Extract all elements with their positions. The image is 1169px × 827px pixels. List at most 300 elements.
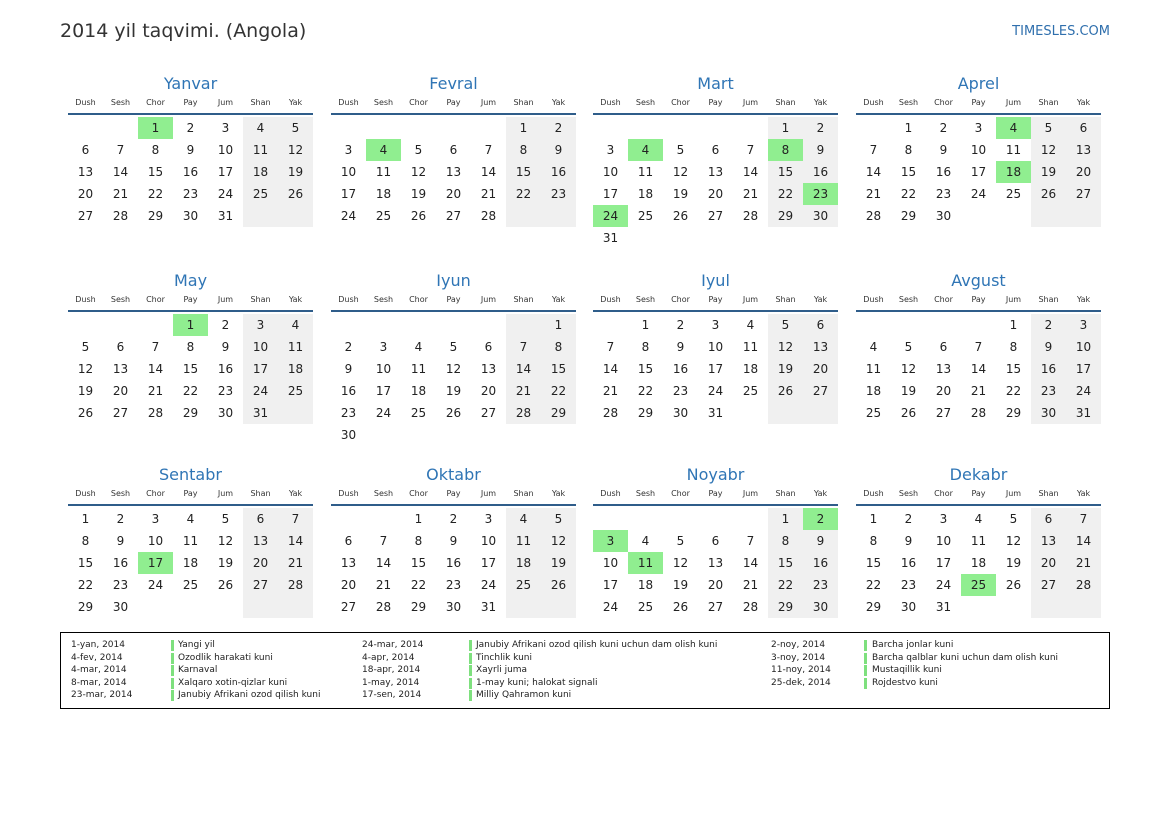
day-cell: 21 (515, 384, 532, 398)
day-cell: 18 (637, 187, 654, 201)
month-name: Noyabr (686, 465, 745, 484)
day-cell: 3 (606, 143, 615, 157)
day-cell: 9 (449, 534, 458, 548)
weekday-header (856, 487, 1101, 501)
day-cell: 28 (602, 406, 619, 420)
day-cell: 30 (340, 428, 357, 442)
holiday-name: 1-may kuni; halokat signali (476, 677, 598, 688)
day-cell: 4 (414, 340, 423, 354)
day-cell: 20 (480, 384, 497, 398)
day-cell: 28 (970, 406, 987, 420)
day-cell: 5 (414, 143, 423, 157)
day-cell: 11 (637, 165, 654, 179)
day-cell: 17 (602, 578, 619, 592)
day-cell: 29 (410, 600, 427, 614)
day-cell: 8 (554, 340, 563, 354)
day-grid (331, 117, 576, 249)
day-cell: 16 (1040, 362, 1057, 376)
weekday-label: Jum (1005, 98, 1022, 107)
day-cell: 27 (77, 209, 94, 223)
month-name: Iyul (701, 271, 730, 290)
day-cell: 27 (340, 600, 357, 614)
holiday-day-cell: 2 (803, 508, 838, 530)
day-cell: 18 (182, 556, 199, 570)
day-cell: 23 (445, 578, 462, 592)
header-rule (593, 504, 838, 506)
day-cell: 18 (637, 578, 654, 592)
holiday-day-cell: 4 (996, 117, 1031, 139)
day-cell: 10 (970, 143, 987, 157)
day-cell: 11 (515, 534, 532, 548)
day-cell: 23 (217, 384, 234, 398)
day-cell: 17 (217, 165, 234, 179)
day-cell: 7 (379, 534, 388, 548)
weekday-header (856, 293, 1101, 307)
day-cell: 14 (1075, 534, 1092, 548)
day-cell: 8 (641, 340, 650, 354)
day-cell: 15 (865, 556, 882, 570)
weekday-label: Shan (513, 295, 534, 304)
holiday-day-cell: 4 (366, 139, 401, 161)
day-cell: 29 (77, 600, 94, 614)
weekday-label: Shan (1038, 489, 1059, 498)
day-cell: 18 (287, 362, 304, 376)
holiday-date: 24-mar, 2014 (362, 640, 424, 650)
day-cell: 21 (970, 384, 987, 398)
day-cell: 23 (340, 406, 357, 420)
day-cell: 4 (291, 318, 300, 332)
day-cell: 29 (777, 600, 794, 614)
day-cell: 8 (1009, 340, 1018, 354)
day-cell: 16 (900, 556, 917, 570)
day-cell: 22 (1005, 384, 1022, 398)
day-cell: 6 (711, 534, 720, 548)
day-cell: 24 (252, 384, 269, 398)
day-cell: 13 (340, 556, 357, 570)
day-cell: 29 (637, 406, 654, 420)
month-aprel (856, 73, 1101, 249)
day-cell: 13 (707, 556, 724, 570)
day-cell: 12 (1005, 534, 1022, 548)
day-cell: 13 (812, 340, 829, 354)
day-cell: 20 (252, 556, 269, 570)
day-cell: 21 (865, 187, 882, 201)
day-cell: 4 (869, 340, 878, 354)
day-cell: 26 (77, 406, 94, 420)
day-cell: 5 (221, 512, 230, 526)
day-cell: 28 (112, 209, 129, 223)
weekday-label: Shan (250, 295, 271, 304)
holiday-day-cell: 25 (961, 574, 996, 596)
holiday-name: Xayrli juma (476, 665, 528, 675)
day-cell: 7 (606, 340, 615, 354)
holiday-date: 1-yan, 2014 (71, 640, 125, 650)
day-cell: 1 (904, 121, 913, 135)
day-cell: 19 (1040, 165, 1057, 179)
day-cell: 10 (147, 534, 164, 548)
holiday-name: Janubiy Afrikani ozod qilish kuni (178, 690, 321, 700)
day-cell: 29 (147, 209, 164, 223)
day-cell: 19 (777, 362, 794, 376)
day-cell: 15 (410, 556, 427, 570)
holiday-day-cell: 18 (996, 161, 1031, 183)
weekday-label: Yak (813, 295, 828, 304)
day-cell: 12 (445, 362, 462, 376)
weekday-label: Sesh (898, 489, 919, 498)
day-cell: 25 (182, 578, 199, 592)
day-cell: 21 (112, 187, 129, 201)
holiday-name: Barcha qalblar kuni uchun dam olish kuni (872, 652, 1059, 663)
month-name: Aprel (957, 74, 1000, 93)
weekday-label: Sesh (373, 98, 394, 107)
header-rule (331, 504, 576, 506)
day-cell: 21 (602, 384, 619, 398)
page-title: 2014 yil taqvimi. (Angola) (60, 20, 307, 42)
day-cell: 19 (1005, 556, 1022, 570)
day-cell: 6 (344, 534, 353, 548)
day-cell: 25 (287, 384, 304, 398)
day-cell: 21 (1075, 556, 1092, 570)
day-cell: 26 (900, 406, 917, 420)
holiday-date: 2-noy, 2014 (771, 640, 826, 650)
day-cell: 15 (515, 165, 532, 179)
day-cell: 7 (519, 340, 528, 354)
day-cell: 1 (81, 512, 90, 526)
day-cell: 30 (217, 406, 234, 420)
day-cell: 7 (1079, 512, 1088, 526)
day-cell: 29 (1005, 406, 1022, 420)
weekday-label: Sesh (373, 295, 394, 304)
weekday-header (331, 293, 576, 307)
day-cell: 9 (554, 143, 563, 157)
day-cell: 3 (711, 318, 720, 332)
day-cell: 18 (515, 556, 532, 570)
day-cell: 24 (970, 187, 987, 201)
weekday-label: Jum (480, 295, 497, 304)
day-cell: 29 (865, 600, 882, 614)
day-grid (856, 117, 1101, 249)
day-grid (593, 508, 838, 640)
day-cell: 27 (445, 209, 462, 223)
day-cell: 3 (974, 121, 983, 135)
weekday-label: Shan (1038, 98, 1059, 107)
day-cell: 27 (707, 600, 724, 614)
day-cell: 7 (116, 143, 125, 157)
day-cell: 24 (1075, 384, 1092, 398)
weekday-header (593, 487, 838, 501)
holiday-name: Milliy Qahramon kuni (476, 690, 572, 700)
day-cell: 16 (182, 165, 199, 179)
day-cell: 11 (742, 340, 759, 354)
day-cell: 26 (672, 600, 689, 614)
holiday-name: Mustaqillik kuni (872, 665, 942, 675)
weekday-label: Dush (338, 489, 359, 498)
month-name: Yanvar (163, 74, 218, 93)
month-sentabr (68, 464, 313, 640)
weekday-label: Yak (813, 489, 828, 498)
day-cell: 2 (939, 121, 948, 135)
day-cell: 21 (742, 578, 759, 592)
weekday-label: Shan (1038, 295, 1059, 304)
day-cell: 13 (480, 362, 497, 376)
day-cell: 14 (970, 362, 987, 376)
day-cell: 15 (77, 556, 94, 570)
weekday-label: Shan (775, 295, 796, 304)
month-noyabr (593, 464, 838, 640)
day-cell: 5 (449, 340, 458, 354)
day-cell: 11 (287, 340, 304, 354)
day-cell: 24 (602, 600, 619, 614)
day-cell: 8 (414, 534, 423, 548)
weekday-label: Sesh (898, 98, 919, 107)
day-cell: 23 (812, 578, 829, 592)
day-cell: 10 (252, 340, 269, 354)
weekday-label: Pay (183, 98, 198, 107)
day-cell: 13 (1040, 534, 1057, 548)
weekday-label: Chor (934, 98, 953, 107)
holiday-legend (60, 632, 1110, 709)
weekday-label: Dush (863, 489, 884, 498)
holiday-day-cell: 1 (138, 117, 173, 139)
day-cell: 15 (182, 362, 199, 376)
day-cell: 18 (252, 165, 269, 179)
day-cell: 27 (112, 406, 129, 420)
day-cell: 16 (935, 165, 952, 179)
weekday-label: Jum (480, 489, 497, 498)
holiday-marker (171, 665, 174, 676)
day-cell: 14 (287, 534, 304, 548)
weekday-label: Chor (409, 98, 428, 107)
weekday-label: Pay (183, 489, 198, 498)
day-cell: 11 (410, 362, 427, 376)
day-cell: 12 (672, 165, 689, 179)
day-cell: 1 (641, 318, 650, 332)
day-cell: 17 (935, 556, 952, 570)
day-cell: 22 (515, 187, 532, 201)
day-cell: 5 (904, 340, 913, 354)
day-cell: 19 (287, 165, 304, 179)
weekday-label: Yak (551, 98, 566, 107)
day-cell: 26 (1005, 578, 1022, 592)
day-cell: 25 (515, 578, 532, 592)
day-cell: 8 (904, 143, 913, 157)
day-cell: 3 (151, 512, 160, 526)
header-rule (331, 113, 576, 115)
day-cell: 20 (340, 578, 357, 592)
day-cell: 7 (974, 340, 983, 354)
holiday-marker (171, 690, 174, 701)
holiday-date: 4-apr, 2014 (362, 652, 415, 663)
day-cell: 29 (777, 209, 794, 223)
day-grid (856, 508, 1101, 640)
day-cell: 6 (1079, 121, 1088, 135)
weekday-header (68, 293, 313, 307)
header-rule (856, 310, 1101, 312)
weekday-label: Jum (1005, 295, 1022, 304)
day-cell: 26 (1040, 187, 1057, 201)
day-cell: 14 (742, 165, 759, 179)
day-cell: 9 (186, 143, 195, 157)
day-cell: 17 (1075, 362, 1092, 376)
day-cell: 9 (904, 534, 913, 548)
day-cell: 9 (221, 340, 230, 354)
day-cell: 7 (746, 143, 755, 157)
month-may (68, 270, 313, 446)
weekday-label: Yak (1076, 295, 1091, 304)
day-cell: 17 (602, 187, 619, 201)
weekday-header (856, 96, 1101, 110)
weekday-label: Pay (183, 295, 198, 304)
holiday-day-cell: 11 (628, 552, 663, 574)
weekday-label: Pay (971, 98, 986, 107)
day-cell: 30 (935, 209, 952, 223)
holiday-date: 17-sen, 2014 (362, 690, 422, 700)
holiday-day-cell: 1 (173, 314, 208, 336)
day-cell: 22 (182, 384, 199, 398)
day-cell: 18 (375, 187, 392, 201)
weekday-label: Sesh (373, 489, 394, 498)
day-cell: 5 (676, 534, 685, 548)
month-name: Oktabr (426, 465, 481, 484)
weekday-label: Dush (600, 489, 621, 498)
weekday-label: Dush (863, 295, 884, 304)
day-cell: 4 (746, 318, 755, 332)
day-cell: 8 (781, 534, 790, 548)
weekday-label: Shan (250, 489, 271, 498)
day-cell: 10 (602, 556, 619, 570)
holiday-marker (469, 653, 472, 664)
day-cell: 7 (869, 143, 878, 157)
day-cell: 23 (550, 187, 567, 201)
weekday-header (593, 293, 838, 307)
day-cell: 24 (375, 406, 392, 420)
month-oktabr (331, 464, 576, 640)
day-cell: 28 (865, 209, 882, 223)
day-cell: 5 (291, 121, 300, 135)
weekday-label: Sesh (898, 295, 919, 304)
day-cell: 30 (445, 600, 462, 614)
weekday-label: Pay (708, 489, 723, 498)
day-cell: 4 (519, 512, 528, 526)
day-cell: 24 (340, 209, 357, 223)
day-cell: 13 (112, 362, 129, 376)
day-cell: 13 (1075, 143, 1092, 157)
month-name: Fevral (429, 74, 478, 93)
header-rule (856, 504, 1101, 506)
day-cell: 29 (182, 406, 199, 420)
day-cell: 16 (672, 362, 689, 376)
day-cell: 20 (1075, 165, 1092, 179)
day-cell: 21 (480, 187, 497, 201)
day-cell: 30 (812, 600, 829, 614)
day-cell: 22 (865, 578, 882, 592)
day-cell: 6 (816, 318, 825, 332)
day-cell: 20 (707, 187, 724, 201)
day-cell: 3 (939, 512, 948, 526)
day-cell: 22 (147, 187, 164, 201)
day-cell: 25 (637, 600, 654, 614)
month-name: Avgust (951, 271, 1006, 290)
holiday-day-cell: 17 (138, 552, 173, 574)
day-cell: 27 (252, 578, 269, 592)
day-cell: 4 (256, 121, 265, 135)
day-cell: 19 (672, 578, 689, 592)
day-cell: 23 (112, 578, 129, 592)
day-cell: 16 (217, 362, 234, 376)
day-cell: 6 (81, 143, 90, 157)
header-rule (68, 310, 313, 312)
day-cell: 6 (711, 143, 720, 157)
day-cell: 16 (812, 165, 829, 179)
weekday-label: Yak (551, 295, 566, 304)
day-grid (331, 508, 576, 640)
day-cell: 11 (252, 143, 269, 157)
holiday-name: Ozodlik harakati kuni (178, 652, 273, 663)
day-cell: 3 (484, 512, 493, 526)
weekday-label: Yak (551, 489, 566, 498)
day-cell: 18 (865, 384, 882, 398)
day-cell: 20 (112, 384, 129, 398)
day-cell: 6 (939, 340, 948, 354)
day-cell: 15 (1005, 362, 1022, 376)
brand-link[interactable]: TIMESLES.COM (1012, 24, 1110, 39)
day-cell: 22 (77, 578, 94, 592)
holiday-date: 18-apr, 2014 (362, 665, 421, 675)
day-cell: 18 (970, 556, 987, 570)
holiday-date: 11-noy, 2014 (771, 665, 831, 675)
day-cell: 24 (217, 187, 234, 201)
weekday-label: Dush (75, 489, 96, 498)
day-cell: 28 (287, 578, 304, 592)
day-cell: 26 (445, 406, 462, 420)
day-cell: 19 (550, 556, 567, 570)
weekday-label: Pay (971, 489, 986, 498)
day-cell: 2 (221, 318, 230, 332)
day-cell: 27 (935, 406, 952, 420)
weekday-label: Pay (446, 98, 461, 107)
day-cell: 13 (252, 534, 269, 548)
holiday-name: Xalqaro xotin-qizlar kuni (178, 677, 288, 688)
weekday-label: Sesh (635, 295, 656, 304)
day-cell: 3 (379, 340, 388, 354)
day-cell: 31 (217, 209, 234, 223)
day-cell: 2 (904, 512, 913, 526)
day-cell: 8 (81, 534, 90, 548)
weekday-label: Chor (146, 295, 165, 304)
weekday-label: Pay (971, 295, 986, 304)
day-cell: 19 (77, 384, 94, 398)
day-cell: 10 (217, 143, 234, 157)
weekday-label: Shan (775, 489, 796, 498)
day-cell: 27 (1075, 187, 1092, 201)
holiday-day-cell: 8 (768, 139, 803, 161)
day-cell: 28 (147, 406, 164, 420)
day-cell: 12 (777, 340, 794, 354)
day-grid (593, 314, 838, 446)
month-name: May (173, 271, 208, 290)
month-yanvar (68, 73, 313, 249)
holiday-marker (864, 665, 867, 676)
day-cell: 1 (781, 512, 790, 526)
day-cell: 15 (550, 362, 567, 376)
weekday-label: Jum (217, 98, 234, 107)
weekday-label: Pay (446, 295, 461, 304)
weekday-label: Chor (671, 489, 690, 498)
day-cell: 3 (344, 143, 353, 157)
day-cell: 15 (147, 165, 164, 179)
holiday-date: 8-mar, 2014 (71, 677, 127, 688)
day-cell: 5 (81, 340, 90, 354)
